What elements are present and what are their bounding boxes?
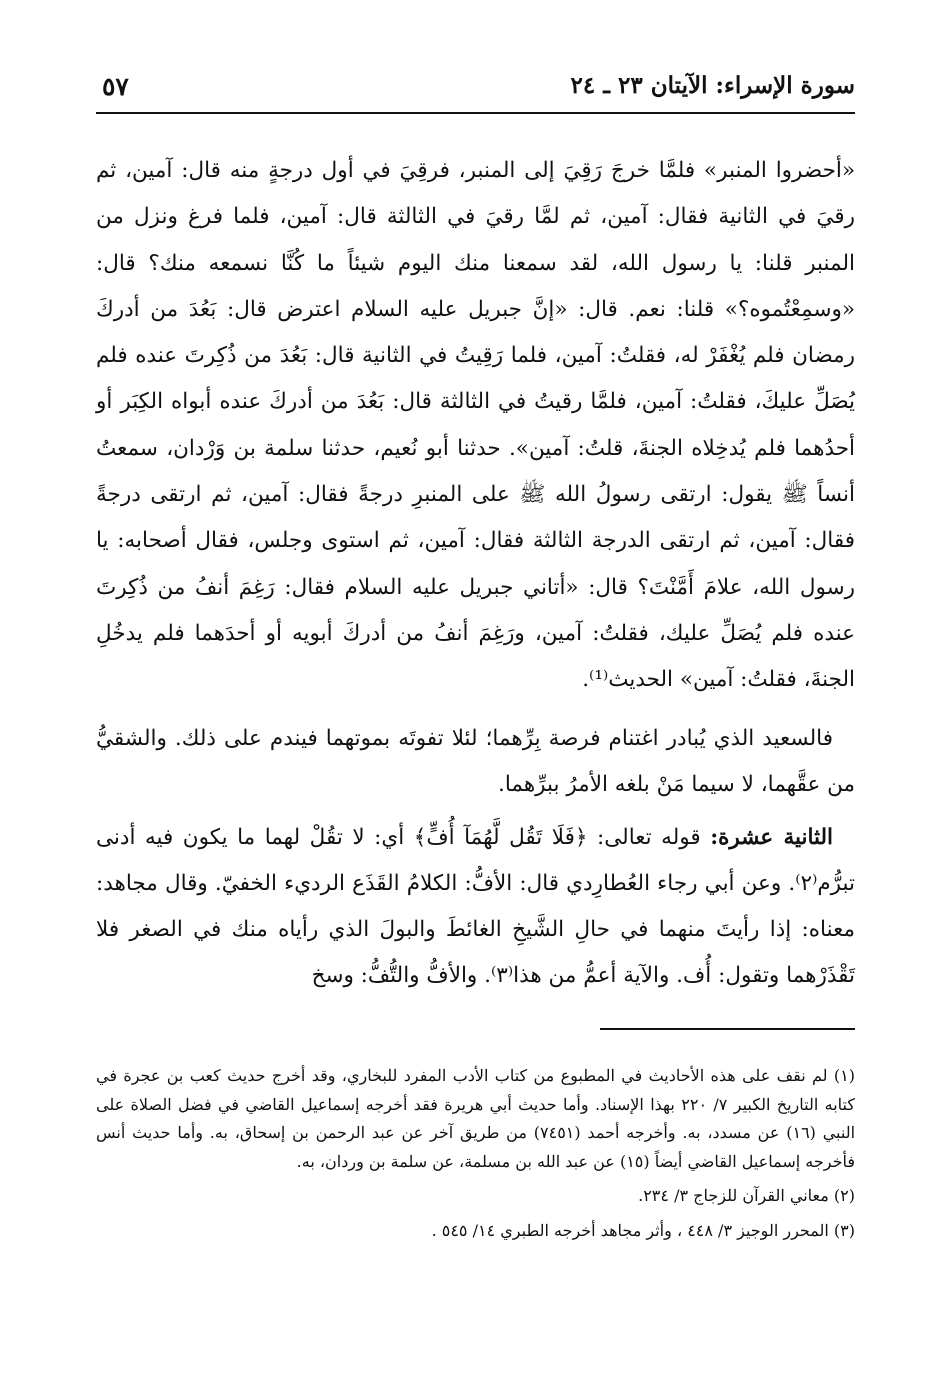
paragraph-3 [96,815,855,1000]
footnote-marker: (٢) [833,1186,855,1206]
paragraph-2: فالسعيد الذي يُبادر اغتنام فرصة بِرِّهما؛ لئلا تفوتَه بموتهما فيندم على ذلك. والشقيُّ من عقَّهما، لا سيما مَنْ بلغه الأمرُ ببرِّهما. [96,726,855,798]
paragraph-3-lead: الثانية عشرة: [710,824,834,850]
paragraph-3-text: قوله تعالى: ﴿فَلَا تَقُل لَّهُمَآ أُفٍّ﴾ أي: لا تقُلْ لهما ما يكون فيه أدنى تبرُّم⁽٢⁾. وعن أبي رجاء العُطارِدي قال: الأفُّ: الكلامُ القَذَع الرديء الخفيّ. وقال مجاهد: معناه: إذا رأيتَ منهما في حالِ الشَّيخِ الغائطَ والبولَ الذي رأياه منك في الصغر فلا تَقْذَرْهما وتقول: أُف. والآية أعمُّ من هذا⁽٣⁾. والأفُّ والتُّفُّ: وسخ [96,824,855,989]
footnote-text: المحرر الوجيز ٣/ ٤٤٨ ، وأثر مجاهد أخرجه الطبري ١٤/ ٥٤٥ . [431,1220,829,1240]
footnote-rule [600,1028,855,1030]
footnote-marker: (١) [833,1066,855,1085]
page-number: ٥٧ [102,72,129,101]
footnote-1 [96,1062,855,1176]
footnotes [96,1062,855,1252]
running-header [96,72,855,112]
footnote-text: معاني القرآن للزجاج ٣/ ٢٣٤. [638,1186,829,1206]
footnote-3 [96,1217,855,1246]
paragraph-1: «أحضروا المنبر» فلمَّا خرجَ رَقِيَ إلى المنبر، فرقِيَ في أول درجةٍ منه قال: آمين، ثم رقيَ في الثانية فقال: آمين، ثم لمَّا رقيَ في الثالثة قال: آمين، فلما فرغ ونزل من المنبر قلنا: يا رسول الله، لقد سمعنا منك اليوم شيئاً ما كُنَّا نسمعه منك؟ قال: «وسمِعْتُموه؟» قلنا: نعم. قال: «إنَّ جبريل عليه السلام اعترض قال: بَعُدَ من أدركَ رمضان فلم يُغْفَرْ له، فقلتُ: آمين، فلما رَقِيتُ في الثانية قال: بَعُدَ من ذُكِرتَ عنده فلم يُصَلِّ عليكَ، فقلتُ: آمين، فلمَّا رقيتُ في الثالثة قال: بَعُدَ من أدركَ عنده أبواه الكِبَر أو أحدُهما فلم يُدخِلاه الجنةَ، قلتُ: آمين». حدثنا أبو نُعيم، حدثنا سلمة بن وَرْدان، سمعتُ أنساً ﷺ يقول: ارتقى رسولُ الله ﷺ على المنبرِ درجةً فقال: آمين، ثم ارتقى درجةً فقال: آمين، ثم ارتقى الدرجة الثالثة فقال: آمين، ثم استوى وجلس، فقال أصحابه: يا رسول الله، علامَ أَمَّنْتَ؟ قال: «أتاني جبريل عليه السلام فقال: رَغِمَ أنفُ من ذُكِرتَ عنده فلم يُصَلِّ عليك، فقلتُ: آمين، ورَغِمَ أنفُ من أدركَ أبويه أو أحدَهما فلم يدخُلِ الجنةَ، فقلتُ: آمين» الحديث⁽¹⁾. [96,158,855,693]
footnote-text: لم نقف على هذه الأحاديث في المطبوع من كتاب الأدب المفرد للبخاري، وقد أخرج حديث كعب بن عجرة في كتابه التاريخ الكبير ٧/ ٢٢٠ بهذا الإسناد. وأما حديث أبي هريرة فقد أخرجه إسماعيل القاضي في فضل الصلاة على النبي (١٦) عن مسدد، به. وأخرجه أحمد (٧٤٥١) من طريق آخر عن عبد الرحمن بن إسحاق، به. وأما حديث أنس فأخرجه إسماعيل القاضي أيضاً (١٥) عن عبد الله بن مسلمة، عن سلمة بن وردان، به. [96,1066,856,1171]
main-text [96,148,855,1000]
header-title: سورة الإسراء: الآيتان ٢٣ ـ ٢٤ [570,72,855,99]
header-rule [96,112,855,114]
footnote-marker: (٣) [833,1220,855,1240]
footnote-2 [96,1182,855,1211]
